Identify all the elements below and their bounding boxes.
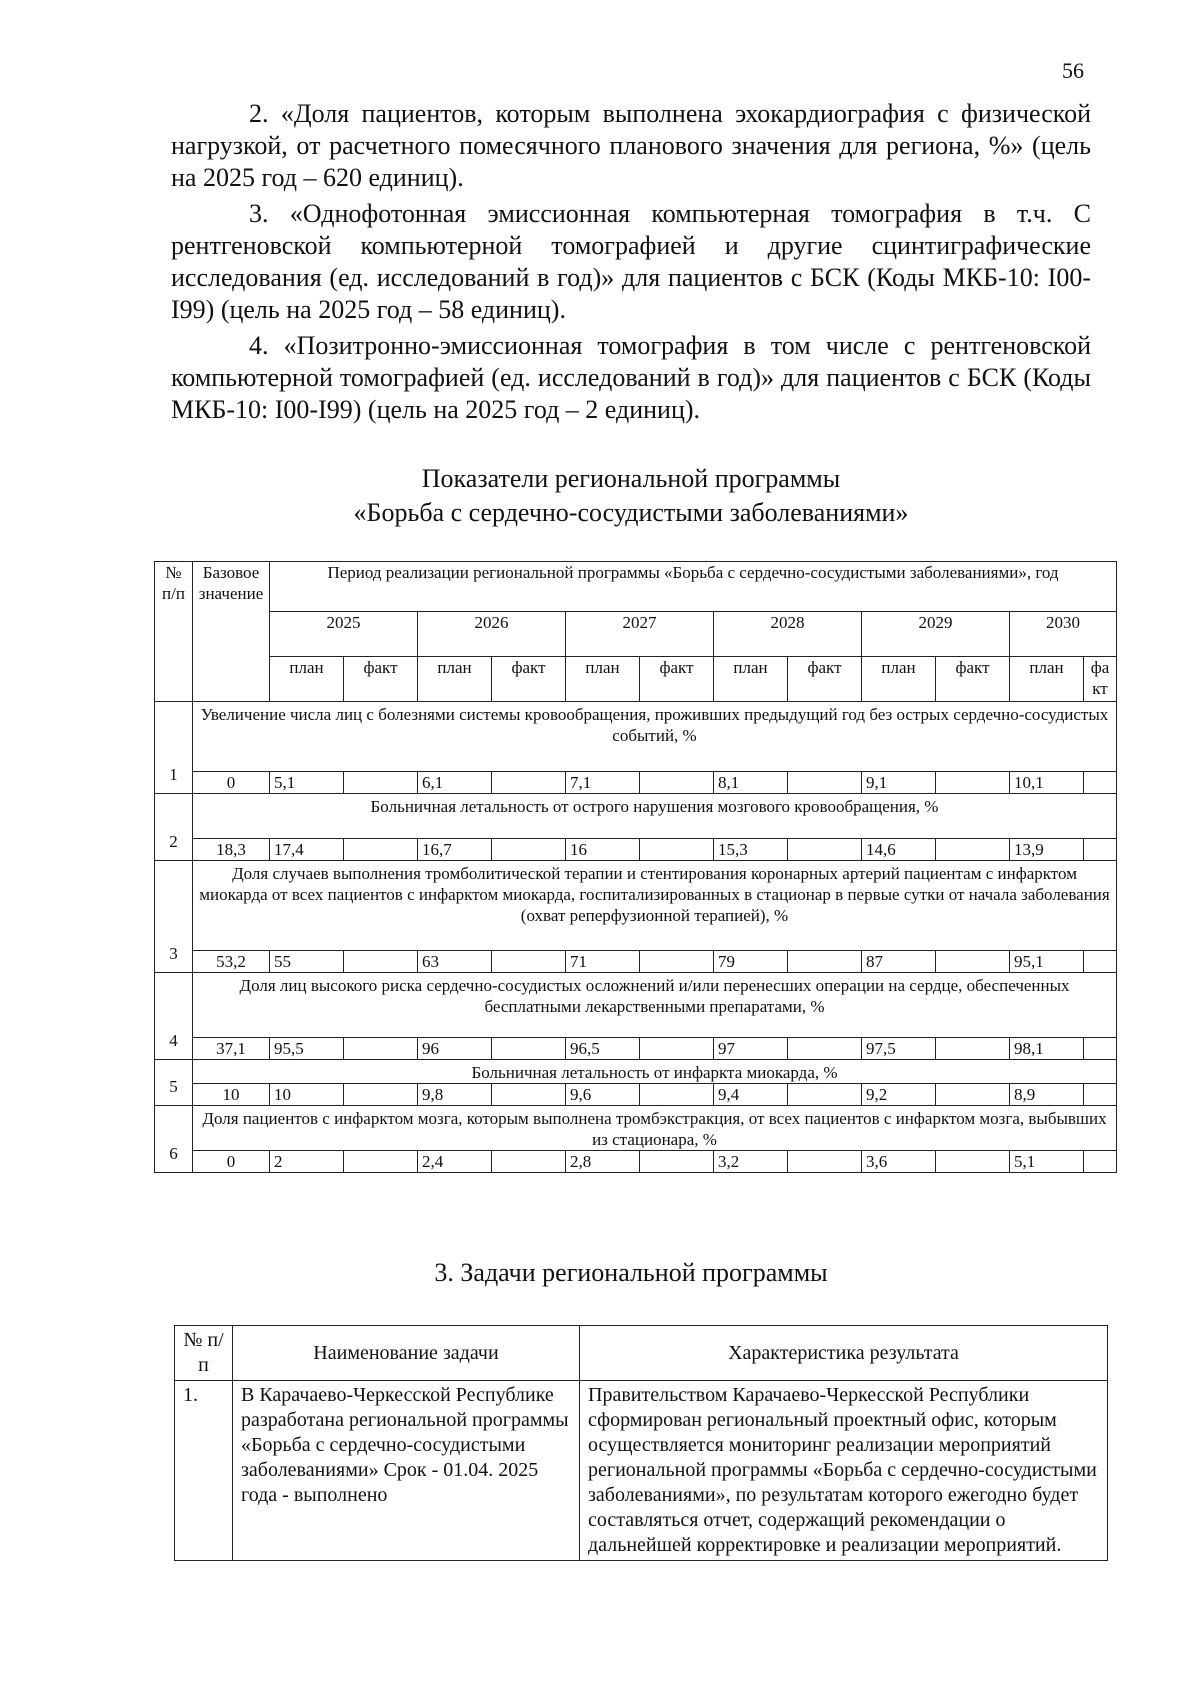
header-period: Период реализации региональной программы «Борьба с сердечно-сосудистыми заболеваниями», год [270, 562, 1117, 612]
row-plan-value: 5,1 [270, 772, 344, 794]
row-fact-value [1084, 951, 1117, 973]
row-fact-value [1084, 1038, 1117, 1060]
row-fact-value [936, 1084, 1010, 1106]
row-fact-value [344, 1038, 418, 1060]
row-plan-value: 9,8 [418, 1084, 492, 1106]
intro-paragraph: 2. «Доля пациентов, которым выполнена эхокардиография с физической нагрузкой, от расчетного помесячного планового значения для региона, %» (цель на 2025 год – 620 единиц). [171, 99, 1091, 192]
row-plan-value: 3,2 [714, 1151, 788, 1173]
row-fact-value [344, 772, 418, 794]
header-plan: план [714, 657, 788, 702]
header-plan: план [862, 657, 936, 702]
row-plan-value: 2,8 [566, 1151, 640, 1173]
row-fact-value [788, 772, 862, 794]
intro-paragraph: 3. «Однофотонная эмиссионная компьютерная томография в т.ч. С рентгеновской компьютерной томографией и другие сцинтиграфические исследования (ед. исследований в год)» для пациентов с БСК (Коды МКБ-10: I00-I99) (цель на 2025 год – 58 единиц). [171, 199, 1091, 324]
row-fact-value [492, 1038, 566, 1060]
row-plan-value: 55 [270, 951, 344, 973]
row-plan-value: 2 [270, 1151, 344, 1173]
row-fact-value [492, 839, 566, 861]
row-base-value: 10 [193, 1084, 270, 1106]
header-fact: факт [344, 657, 418, 702]
header-fact: фа кт [1084, 657, 1117, 702]
header-fact: факт [640, 657, 714, 702]
header-year: 2027 [566, 612, 714, 657]
row-plan-value: 97 [714, 1038, 788, 1060]
row-title: Больничная летальность от инфаркта миокарда, % [193, 1060, 1117, 1084]
row-title: Больничная летальность от острого нарушения мозгового кровообращения, % [193, 794, 1117, 839]
row-fact-value [1084, 839, 1117, 861]
row-plan-value: 87 [862, 951, 936, 973]
row-fact-value [788, 951, 862, 973]
tasks-header-num: № п/п [175, 1326, 233, 1381]
row-fact-value [1084, 1151, 1117, 1173]
tasks-header-name: Наименование задачи [233, 1326, 580, 1381]
row-plan-value: 14,6 [862, 839, 936, 861]
row-plan-value: 10 [270, 1084, 344, 1106]
row-fact-value [788, 1151, 862, 1173]
row-fact-value [640, 1151, 714, 1173]
row-plan-value: 2,4 [418, 1151, 492, 1173]
row-fact-value [1084, 1084, 1117, 1106]
header-years-row [155, 612, 1117, 657]
row-plan-value: 7,1 [566, 772, 640, 794]
header-year: 2025 [270, 612, 418, 657]
indicator-rows [155, 702, 1117, 1173]
header-base: Базовое значение [193, 562, 270, 702]
row-num: 1 [155, 702, 193, 794]
row-fact-value [344, 839, 418, 861]
page-number: 56 [1062, 58, 1084, 83]
section-3-title: 3. Задачи региональной программы [434, 1258, 828, 1287]
row-plan-value: 96,5 [566, 1038, 640, 1060]
row-plan-value: 3,6 [862, 1151, 936, 1173]
row-plan-value: 13,9 [1010, 839, 1084, 861]
tasks-table [174, 1325, 1108, 1561]
row-plan-value: 9,4 [714, 1084, 788, 1106]
header-year: 2030 [1010, 612, 1117, 657]
row-plan-value: 95,1 [1010, 951, 1084, 973]
row-fact-value [640, 951, 714, 973]
intro-text [171, 98, 1091, 430]
row-num: 2 [155, 794, 193, 861]
row-fact-value [788, 1084, 862, 1106]
header-plan-fact-row [155, 657, 1117, 702]
row-fact-value [344, 951, 418, 973]
row-fact-value [492, 1151, 566, 1173]
row-title: Доля лиц высокого риска сердечно-сосудистых осложнений и/или перенесших операции на сердце, обеспеченных бесплатными лекарственными препаратами, % [193, 973, 1117, 1038]
row-title: Увеличение числа лиц с болезнями системы кровообращения, проживших предыдущий год без острых сердечно-сосудистых событий, % [193, 702, 1117, 772]
indicators-title-line2: «Борьба с сердечно-сосудистыми заболеваниями» [353, 498, 909, 527]
header-year: 2028 [714, 612, 862, 657]
row-base-value: 0 [193, 1151, 270, 1173]
row-fact-value [936, 772, 1010, 794]
task-result: Правительством Карачаево-Черкесской Республики сформирован региональный проектный офис, которым осуществляется мониторинг реализации мероприятий региональной программы «Борьба с сердечно-сосудистыми заболеваниями», по результатам которого ежегодно будет составляться отчет, содержащий рекомендации о дальнейшей корректировке и реализации мероприятий. [580, 1381, 1108, 1561]
task-num: 1. [175, 1381, 233, 1561]
row-num: 3 [155, 861, 193, 973]
row-plan-value: 16,7 [418, 839, 492, 861]
row-plan-value: 8,9 [1010, 1084, 1084, 1106]
row-plan-value: 6,1 [418, 772, 492, 794]
row-fact-value [936, 1151, 1010, 1173]
row-plan-value: 79 [714, 951, 788, 973]
tasks-header-result: Характеристика результата [580, 1326, 1108, 1381]
row-fact-value [492, 951, 566, 973]
row-fact-value [640, 772, 714, 794]
row-fact-value [492, 772, 566, 794]
row-plan-value: 63 [418, 951, 492, 973]
indicators-table [154, 561, 1117, 1173]
row-plan-value: 5,1 [1010, 1151, 1084, 1173]
row-plan-value: 10,1 [1010, 772, 1084, 794]
row-fact-value [1084, 772, 1117, 794]
header-year: 2029 [862, 612, 1010, 657]
row-fact-value [640, 1084, 714, 1106]
header-num: № п/п [155, 562, 193, 702]
row-plan-value: 97,5 [862, 1038, 936, 1060]
row-fact-value [936, 839, 1010, 861]
header-plan: план [1010, 657, 1084, 702]
row-plan-value: 98,1 [1010, 1038, 1084, 1060]
row-num: 6 [155, 1106, 193, 1173]
header-plan: план [418, 657, 492, 702]
indicators-title-line1: Показатели региональной программы [421, 464, 841, 493]
task-name: В Карачаево-Черкесской Республике разработана региональной программы «Борьба с сердечно-сосудистыми заболеваниями» Срок - 01.04. 2025 года - выполнено [233, 1381, 580, 1561]
row-fact-value [936, 951, 1010, 973]
row-title: Доля пациентов с инфарктом мозга, которым выполнена тромбэкстракция, от всех пациентов с инфарктом мозга, выбывших из стационара, % [193, 1106, 1117, 1151]
row-fact-value [492, 1084, 566, 1106]
row-base-value: 18,3 [193, 839, 270, 861]
row-fact-value [344, 1084, 418, 1106]
header-plan: план [270, 657, 344, 702]
header-plan: план [566, 657, 640, 702]
row-base-value: 37,1 [193, 1038, 270, 1060]
row-fact-value [640, 839, 714, 861]
row-plan-value: 17,4 [270, 839, 344, 861]
header-fact: факт [936, 657, 1010, 702]
row-fact-value [936, 1038, 1010, 1060]
row-plan-value: 9,1 [862, 772, 936, 794]
header-fact: факт [788, 657, 862, 702]
row-plan-value: 16 [566, 839, 640, 861]
row-plan-value: 71 [566, 951, 640, 973]
row-plan-value: 9,2 [862, 1084, 936, 1106]
row-plan-value: 95,5 [270, 1038, 344, 1060]
row-plan-value: 9,6 [566, 1084, 640, 1106]
row-fact-value [640, 1038, 714, 1060]
row-plan-value: 96 [418, 1038, 492, 1060]
row-num: 5 [155, 1060, 193, 1106]
row-fact-value [344, 1151, 418, 1173]
row-plan-value: 15,3 [714, 839, 788, 861]
row-base-value: 0 [193, 772, 270, 794]
row-base-value: 53,2 [193, 951, 270, 973]
intro-paragraph: 4. «Позитронно-эмиссионная томография в том числе с рентгеновской компьютерной томографией (ед. исследований в год)» для пациентов с БСК (Коды МКБ-10: I00-I99) (цель на 2025 год – 2 единиц). [171, 331, 1091, 424]
header-year: 2026 [418, 612, 566, 657]
indicators-title [171, 462, 1091, 530]
row-num: 4 [155, 973, 193, 1060]
row-plan-value: 8,1 [714, 772, 788, 794]
row-fact-value [788, 839, 862, 861]
row-title: Доля случаев выполнения тромболитической терапии и стентирования коронарных артерий пациентам с инфарктом миокарда от всех пациентов с инфарктом миокарда, госпитализированных в стационар в первые сутки от начала заболевания (охват реперфузионной терапией), % [193, 861, 1117, 951]
header-fact: факт [492, 657, 566, 702]
row-fact-value [788, 1038, 862, 1060]
